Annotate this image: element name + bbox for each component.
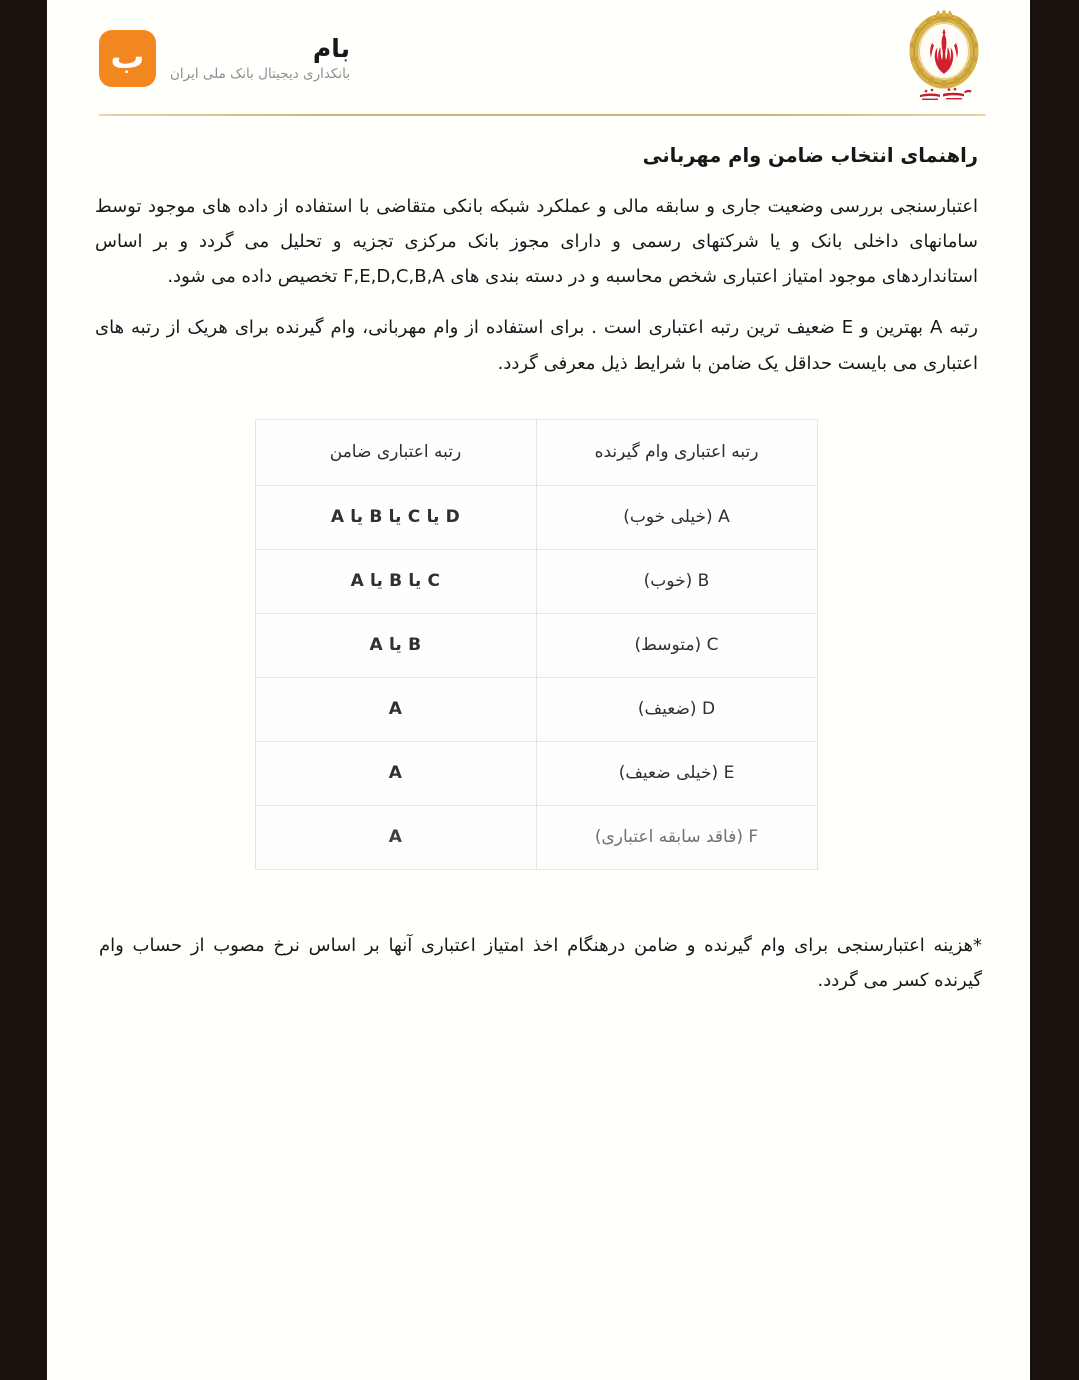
table-row: [255, 805, 817, 869]
bam-logo-glyph: ب: [110, 36, 145, 77]
cell-guarantor-rank: B یا A: [255, 613, 536, 677]
table-row: [255, 677, 817, 741]
bam-title: بام: [312, 33, 351, 63]
document-content: [47, 112, 1030, 870]
cell-borrower-rank: E (خیلی ضعیف): [536, 741, 817, 805]
cell-borrower-rank: A (خیلی خوب): [536, 485, 817, 549]
footnote-text: *هزینه اعتبارسنجی برای وام گیرنده و ضامن درهنگام اخذ امتیاز اعتباری آنها بر اساس نرخ مصوب از حساب وام گیرنده کسر می گردد.: [99, 934, 982, 991]
cell-guarantor-rank: A: [255, 677, 536, 741]
bam-subtitle: بانکداری دیجیتال بانک ملی ایران: [170, 66, 351, 83]
cell-guarantor-rank: D یا C یا B یا A: [255, 485, 536, 549]
bam-logo-icon: [99, 30, 156, 87]
header-divider: [99, 114, 986, 116]
cell-borrower-rank: D (ضعیف): [536, 677, 817, 741]
page-title: راهنمای انتخاب ضامن وام مهربانی: [642, 144, 978, 167]
cell-borrower-rank: C (متوسط): [536, 613, 817, 677]
table-row: [255, 485, 817, 549]
column-header-guarantor: رتبه اعتباری ضامن: [255, 419, 536, 485]
cell-guarantor-rank: C یا B یا A: [255, 549, 536, 613]
document-page: [47, 0, 1030, 1380]
intro-paragraph-2: رتبه A بهترین و E ضعیف ترین رتبه اعتباری است . برای استفاده از وام مهربانی، وام گیرنده برای هریک از رتبه های اعتباری می بایست حداقل یک ضامن با شرایط ذیل معرفی گردد.: [95, 317, 978, 374]
cell-guarantor-rank: A: [255, 741, 536, 805]
column-header-borrower: رتبه اعتباری وام گیرنده: [536, 419, 817, 485]
table-head: [255, 419, 817, 485]
credit-rank-table: [255, 419, 818, 870]
cell-guarantor-rank: A: [255, 805, 536, 869]
right-gutter: [1030, 0, 1079, 1380]
table-row: [255, 613, 817, 677]
page-header: [47, 0, 1030, 112]
cell-borrower-rank: B (خوب): [536, 549, 817, 613]
table-header-row: [255, 419, 817, 485]
cell-borrower-rank: F (فاقد سابقه اعتباری): [536, 805, 817, 869]
table-row: [255, 741, 817, 805]
bank-melli-emblem-icon: [902, 9, 986, 105]
credit-rank-table-wrapper: [256, 419, 818, 870]
intro-paragraph-1: اعتبارسنجی بررسی وضعیت جاری و سابقه مالی و عملکرد شبکه بانکی متقاضی با استفاده از داده های موجود توسط سامانهای داخلی بانک و یا شرکتهای رسمی و دارای مجوز بانک مرکزی تجزیه و تحلیل می گردد و بر اساس استانداردهای موجود امتیاز اعتباری شخص محاسبه و در دسته بندی های F,E,D,C,B,A تخصیص داده می شود.: [95, 196, 978, 288]
table-row: [255, 549, 817, 613]
bam-brand: [99, 30, 350, 87]
table-body: [255, 485, 817, 869]
bam-brand-text: [170, 33, 350, 83]
left-gutter: [0, 0, 47, 1380]
